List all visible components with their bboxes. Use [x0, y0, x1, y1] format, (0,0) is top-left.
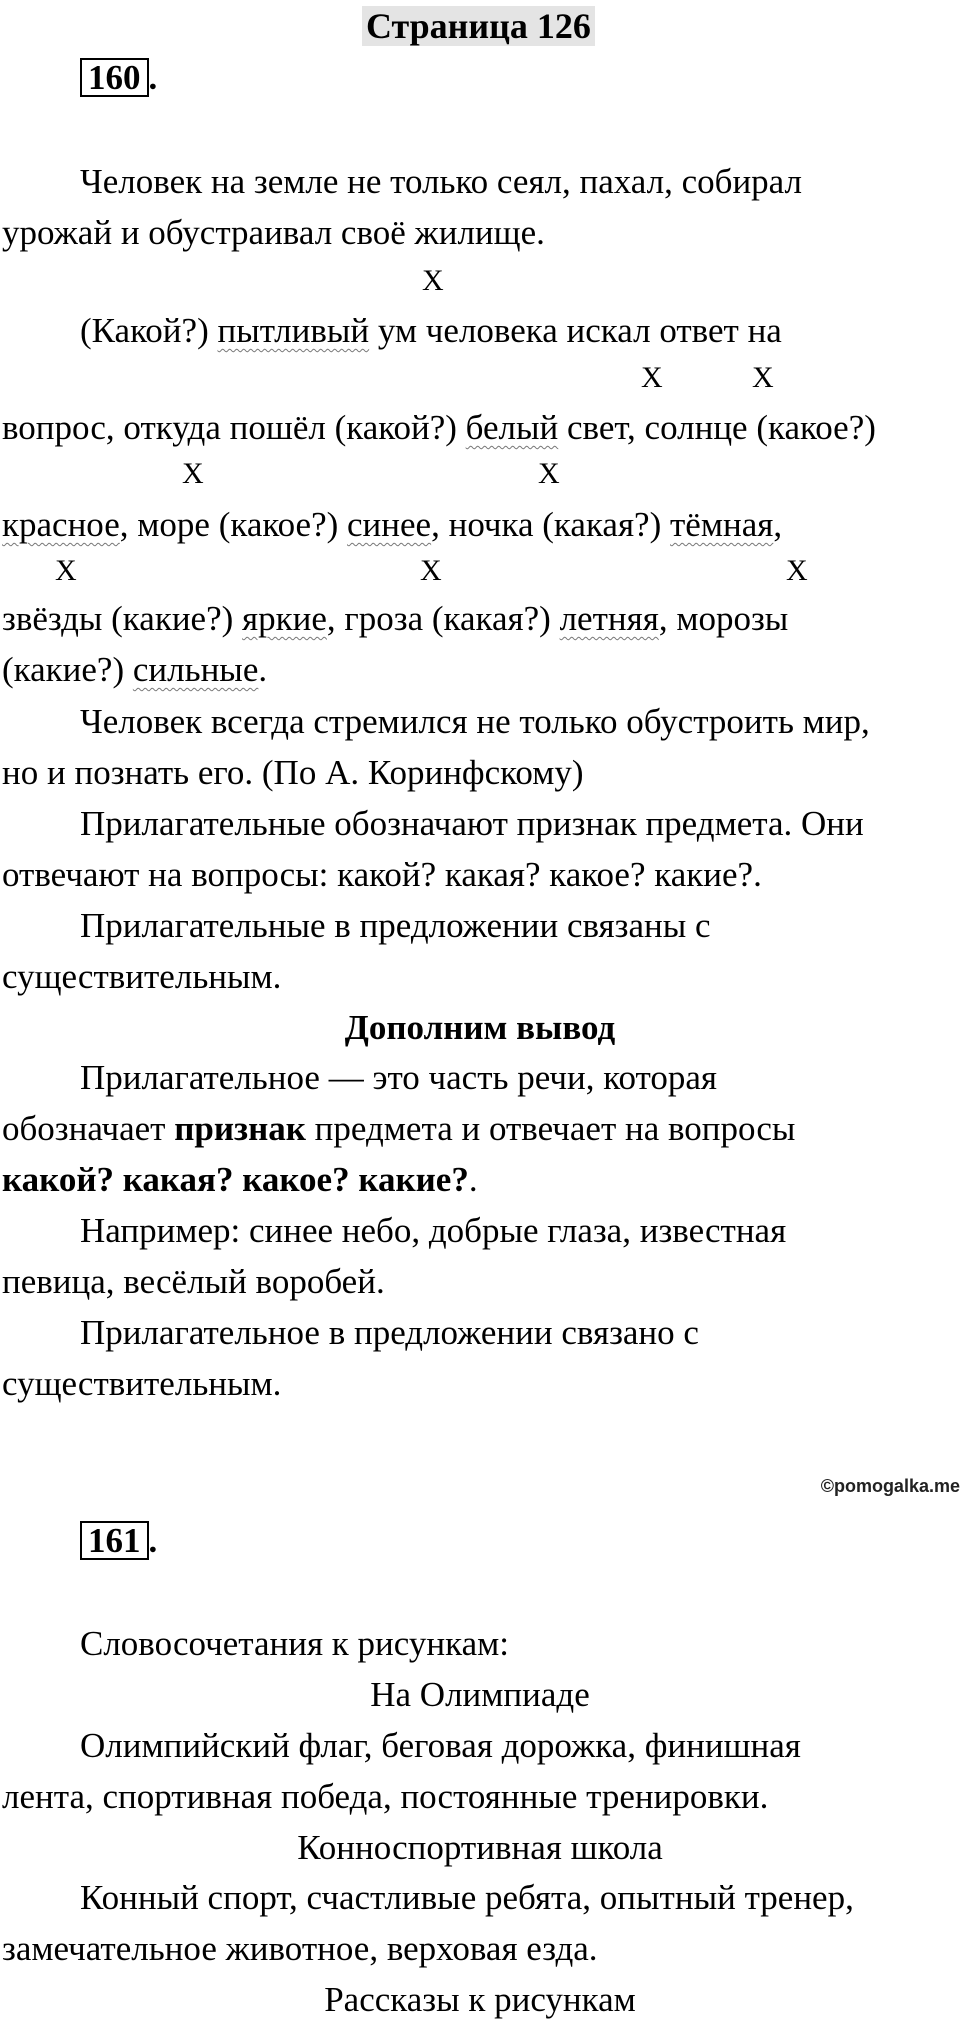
paragraph-line: Прилагательное — это часть речи, которая	[80, 1058, 717, 1097]
bold-term: признак	[174, 1109, 306, 1148]
parse-mark: X	[55, 554, 77, 587]
adjective-word: пытливый	[217, 311, 370, 350]
task-number-box: 161	[80, 1521, 149, 1560]
text-fragment: .	[258, 650, 268, 689]
paragraph-line: урожай и обустраивал своё жилище.	[2, 213, 545, 252]
task-number-160: 160 .	[80, 58, 157, 97]
task-number-161: 161 .	[80, 1521, 157, 1560]
adjective-word: синее	[347, 505, 432, 544]
subheading: Рассказы к рисункам	[324, 1980, 636, 2019]
adjective-word: летняя	[559, 599, 659, 638]
paragraph-line: Конный спорт, счастливые ребята, опытный тренер,	[80, 1878, 854, 1917]
sentence-line	[2, 601, 788, 636]
paragraph-line: существительным.	[2, 957, 282, 996]
text-fragment: свет, солнце	[558, 408, 757, 447]
subheading: Конноспортивная школа	[297, 1828, 663, 1867]
parse-mark: X	[538, 457, 560, 490]
text-fragment: , ночка	[431, 505, 543, 544]
question-label: (какой?)	[334, 408, 457, 447]
section-heading	[0, 1010, 960, 1045]
adjective-word: яркие	[242, 599, 327, 638]
subheading: На Олимпиаде	[370, 1675, 590, 1714]
adjective-word: красное	[2, 505, 120, 544]
text-fragment: ,	[773, 505, 783, 544]
text-fragment: звёзды	[2, 599, 112, 638]
paragraph-line: Человек на земле не только сеял, пахал, собирал	[80, 162, 802, 201]
adjective-word: тёмная	[670, 505, 774, 544]
paragraph-line: Прилагательные в предложении связаны с	[80, 906, 711, 945]
adjective-word: белый	[465, 408, 559, 447]
bold-term: какой? какая? какое? какие?	[2, 1160, 469, 1199]
paragraph-line: певица, весёлый воробей.	[2, 1262, 385, 1301]
task-number-box: 160	[80, 58, 149, 97]
paragraph-line: Человек всегда стремился не только обустроить мир,	[80, 702, 870, 741]
question-label: (какое?)	[218, 505, 339, 544]
paragraph-line: лента, спортивная победа, постоянные тренировки.	[2, 1777, 769, 1816]
paragraph-line: Например: синее небо, добрые глаза, известная	[80, 1211, 787, 1250]
adjective-word: сильные	[132, 650, 259, 689]
parse-mark: X	[182, 457, 204, 490]
question-label: (какие?)	[111, 599, 234, 638]
text-fragment: предмета и отвечает на вопросы	[305, 1109, 796, 1148]
paragraph-line: Словосочетания к рисункам:	[80, 1624, 509, 1663]
text-fragment: , море	[119, 505, 219, 544]
paragraph-line: но и познать его. (По А. Коринфскому)	[2, 753, 584, 792]
parse-mark: X	[786, 554, 808, 587]
paragraph-line: существительным.	[2, 1364, 282, 1403]
sentence-line	[2, 652, 267, 687]
text-fragment: .	[468, 1160, 478, 1199]
text-fragment: , морозы	[658, 599, 789, 638]
paragraph-line	[2, 1111, 795, 1146]
conclusion-heading: Дополним вывод	[344, 1008, 616, 1047]
page-title: Страница 126	[362, 6, 595, 46]
sentence-line	[80, 313, 782, 348]
paragraph-line: Прилагательные обозначают признак предмета. Они	[80, 804, 864, 843]
text-fragment: вопрос, откуда пошёл	[2, 408, 335, 447]
parse-mark: X	[422, 264, 444, 297]
text-fragment: , гроза	[326, 599, 432, 638]
text-fragment: ум человека искал ответ на	[369, 311, 782, 350]
question-label: (какая?)	[542, 505, 662, 544]
parse-mark: X	[752, 361, 774, 394]
paragraph-line: Олимпийский флаг, беговая дорожка, финишная	[80, 1726, 801, 1765]
text-fragment: обозначает	[2, 1109, 175, 1148]
question-label: (какая?)	[431, 599, 551, 638]
question-label: (какие?)	[2, 650, 125, 689]
question-label: (какое?)	[756, 408, 876, 447]
sentence-line	[2, 507, 782, 542]
paragraph-line: Прилагательное в предложении связано с	[80, 1313, 699, 1352]
question-label: (Какой?)	[80, 311, 209, 350]
sentence-line	[2, 410, 876, 445]
paragraph-line: замечательное животное, верховая езда.	[2, 1929, 598, 1968]
parse-mark: X	[641, 361, 663, 394]
watermark: ©pomogalka.me	[820, 1476, 960, 1496]
parse-mark: X	[420, 554, 442, 587]
paragraph-line: отвечают на вопросы: какой? какая? какое? какие?.	[2, 855, 762, 894]
paragraph-line	[2, 1162, 478, 1197]
